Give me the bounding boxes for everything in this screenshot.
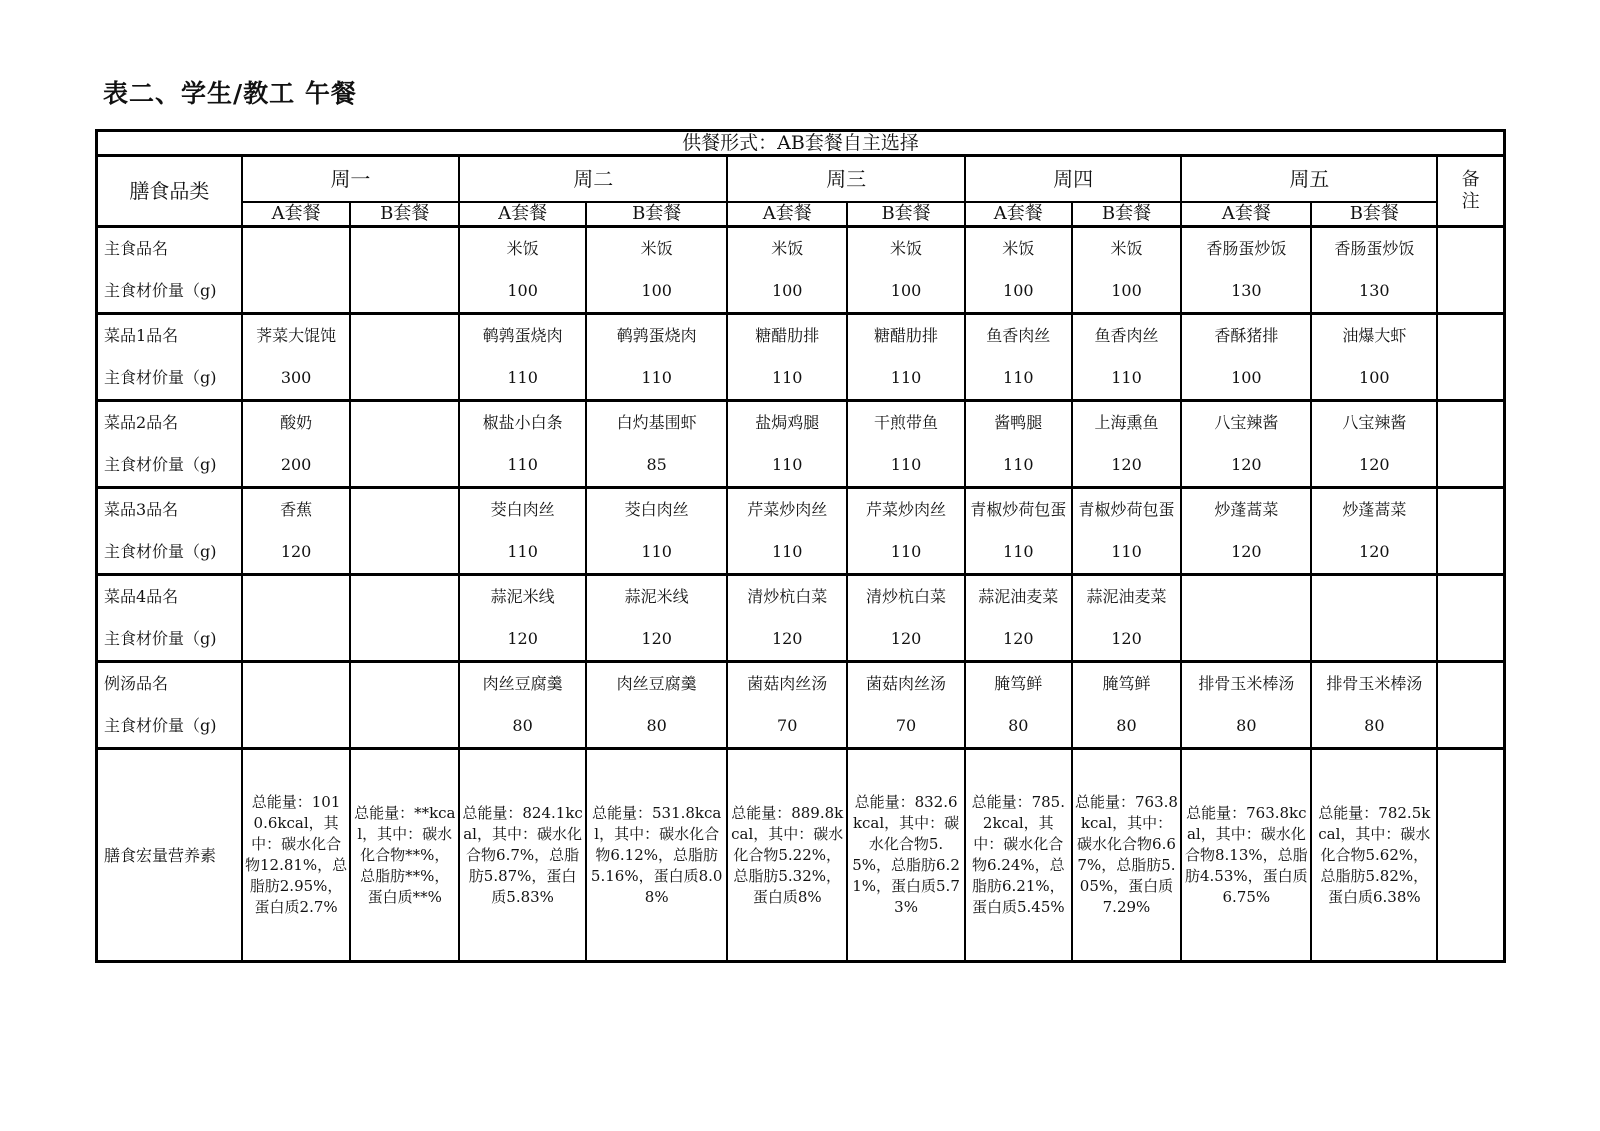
dish-quantity: 100 [507, 281, 538, 300]
dish-name: 清炒杭白菜 [866, 587, 947, 606]
dish-cell [1181, 662, 1311, 749]
category-header: 膳食品类 [97, 156, 242, 227]
dish-cell [350, 662, 459, 749]
dish-quantity: 110 [771, 368, 803, 387]
dish-name [243, 663, 350, 705]
dish-cell [350, 488, 459, 575]
nutrition-text: 总能量：763.8kcal，其中：碳水化合物6.67%，总脂肪5.05%，蛋白质7.29% [1075, 793, 1178, 916]
dish-cell [1072, 488, 1182, 575]
dish-name: 鹌鹑蛋烧肉 [616, 326, 697, 345]
dish-quantity: 110 [890, 368, 922, 387]
row-label-cell [97, 227, 242, 314]
row-label-cell [97, 575, 242, 662]
dish-cell [1181, 488, 1311, 575]
dish-name: 清炒杭白菜 [747, 587, 828, 606]
dish-cell [459, 401, 586, 488]
dish-name: 炒蓬蒿菜 [1214, 500, 1279, 519]
dish-quantity: 120 [641, 629, 672, 648]
dish-name [351, 228, 458, 270]
dish-name-label: 菜品1品名 [104, 326, 179, 345]
dish-cell [459, 488, 586, 575]
dish-name: 茭白肉丝 [624, 500, 689, 519]
nutrition-text: 总能量：782.5kcal，其中：碳水化合物5.62%，总脂肪5.82%，蛋白质6.38% [1318, 803, 1431, 906]
dish-cell [586, 314, 727, 401]
nutrition-cell [350, 749, 459, 962]
day-header: 周三 [727, 156, 965, 203]
dish-quantity: 110 [641, 368, 672, 387]
dish-cell [242, 488, 351, 575]
dish-cell [459, 575, 586, 662]
dish-name: 米饭 [890, 239, 923, 258]
dish-name: 腌笃鲜 [1102, 674, 1151, 693]
remark-header: 备 注 [1437, 156, 1504, 227]
dish-quantity: 110 [1003, 542, 1034, 561]
dish-cell [350, 227, 459, 314]
dish-quantity: 80 [646, 716, 667, 735]
package-header: B套餐 [847, 202, 965, 227]
remark-cell [1437, 314, 1504, 401]
package-header: B套餐 [586, 202, 727, 227]
dish-cell [242, 662, 351, 749]
dish-quantity: 100 [890, 281, 922, 300]
nutrition-cell [1072, 749, 1182, 962]
dish-name: 米饭 [506, 239, 539, 258]
dish-cell [1311, 488, 1437, 575]
dish-name: 米饭 [1002, 239, 1035, 258]
dish-quantity: 120 [1231, 455, 1262, 474]
nutrition-cell [965, 749, 1072, 962]
dish-group-row [97, 662, 1505, 749]
dish-name: 鱼香肉丝 [1094, 326, 1159, 345]
dish-cell [350, 314, 459, 401]
remark-cell [1437, 401, 1504, 488]
package-header: A套餐 [965, 202, 1072, 227]
dish-name: 蒜泥油麦菜 [978, 587, 1059, 606]
nutrition-text: 总能量：785.2kcal，其中：碳水化合物6.24%，总脂肪6.21%，蛋白质5.45% [971, 793, 1065, 916]
dish-name-label: 例汤品名 [104, 674, 169, 693]
dish-name: 干煎带鱼 [874, 413, 939, 432]
package-header: B套餐 [350, 202, 459, 227]
dish-quantity: 100 [1359, 368, 1390, 387]
remark-cell [1437, 227, 1504, 314]
dish-cell [1311, 662, 1437, 749]
dish-quantity: 110 [1111, 542, 1142, 561]
dish-quantity: 120 [890, 629, 922, 648]
dish-quantity: 120 [1231, 542, 1262, 561]
nutrition-text: 总能量：832.6kcal，其中：碳水化合物5.5%，总脂肪6.21%，蛋白质5.73% [852, 793, 960, 916]
nutrition-label: 膳食宏量营养素 [97, 749, 242, 962]
dish-cell [350, 575, 459, 662]
dish-cell [847, 401, 965, 488]
dish-quantity [243, 618, 350, 660]
dish-cell [242, 227, 351, 314]
dish-quantity: 110 [771, 455, 803, 474]
dish-cell [586, 662, 727, 749]
dish-group-row [97, 314, 1505, 401]
package-header: A套餐 [242, 202, 351, 227]
remark-cell [1437, 575, 1504, 662]
dish-cell [727, 314, 847, 401]
dish-quantity: 70 [895, 716, 917, 735]
nutrition-text: 总能量：**kcal，其中：碳水化合物**%，总脂肪**%，蛋白质**% [354, 803, 456, 906]
dish-quantity: 130 [1359, 281, 1390, 300]
dish-quantity: 100 [1231, 368, 1262, 387]
dish-name: 油爆大虾 [1342, 326, 1407, 345]
dish-name [1182, 576, 1310, 618]
dish-qty-label: 主食材价量（g) [104, 629, 217, 648]
row-label-cell [97, 488, 242, 575]
dish-name [351, 663, 458, 705]
nutrition-text: 总能量：824.1kcal，其中：碳水化合物6.7%，总脂肪5.87%，蛋白质5.83% [462, 803, 583, 906]
dish-quantity: 120 [1111, 455, 1142, 474]
dish-quantity [351, 705, 458, 747]
nutrition-cell [459, 749, 586, 962]
dish-name-label: 菜品2品名 [104, 413, 179, 432]
row-label-cell [97, 314, 242, 401]
dish-cell [965, 401, 1072, 488]
dish-quantity: 110 [1111, 368, 1142, 387]
dish-name: 肉丝豆腐羹 [482, 674, 563, 693]
dish-qty-label: 主食材价量（g) [104, 368, 217, 387]
dish-cell [965, 488, 1072, 575]
package-header: A套餐 [459, 202, 586, 227]
dish-name: 白灼基围虾 [616, 413, 697, 432]
nutrition-cell [847, 749, 965, 962]
dish-group-row [97, 575, 1505, 662]
dish-quantity: 110 [641, 542, 672, 561]
dish-name: 肉丝豆腐羹 [616, 674, 697, 693]
dish-name: 鱼香肉丝 [986, 326, 1051, 345]
dish-cell [727, 575, 847, 662]
dish-group-row [97, 401, 1505, 488]
dish-quantity: 110 [507, 455, 538, 474]
dish-quantity: 110 [890, 455, 922, 474]
dish-name: 腌笃鲜 [994, 674, 1043, 693]
nutrition-cell [242, 749, 351, 962]
dish-quantity: 120 [771, 629, 803, 648]
dish-name: 酱鸭腿 [994, 413, 1043, 432]
dish-quantity: 80 [1008, 716, 1029, 735]
dish-name: 香肠蛋炒饭 [1334, 239, 1415, 258]
dish-cell [847, 575, 965, 662]
dish-cell [459, 227, 586, 314]
dish-cell [727, 401, 847, 488]
dish-qty-label: 主食材价量（g) [104, 716, 217, 735]
dish-cell [727, 488, 847, 575]
dish-cell [1072, 314, 1182, 401]
dish-cell [459, 314, 586, 401]
nutrition-text: 总能量：531.8kcal，其中：碳水化合物6.12%，总脂肪5.16%，蛋白质8.08% [590, 803, 723, 906]
dish-quantity: 120 [1359, 542, 1390, 561]
dish-quantity [243, 270, 350, 312]
row-label-cell [97, 662, 242, 749]
dish-cell [1311, 227, 1437, 314]
dish-name: 米饭 [640, 239, 673, 258]
dish-name: 菌菇肉丝汤 [747, 674, 828, 693]
dish-quantity: 120 [1003, 629, 1034, 648]
dish-quantity [351, 618, 458, 660]
dish-name: 椒盐小白条 [482, 413, 563, 432]
dish-quantity [351, 531, 458, 573]
dish-quantity: 110 [890, 542, 922, 561]
dish-name: 香蕉 [280, 500, 313, 519]
nutrition-text: 总能量：1010.6kcal，其中：碳水化合物12.81%，总脂肪2.95%，蛋白质2.7% [244, 793, 348, 916]
dish-name: 八宝辣酱 [1342, 413, 1407, 432]
dish-cell [586, 575, 727, 662]
nutrition-cell [1311, 749, 1437, 962]
dish-quantity: 80 [1364, 716, 1385, 735]
dish-quantity: 110 [771, 542, 803, 561]
dish-name: 青椒炒荷包蛋 [970, 500, 1067, 519]
supply-mode: 供餐形式：AB套餐自主选择 [97, 131, 1505, 156]
dish-group-row [97, 227, 1505, 314]
dish-cell [965, 314, 1072, 401]
dish-name [1312, 576, 1436, 618]
dish-cell [1311, 401, 1437, 488]
dish-name [243, 576, 350, 618]
dish-cell [965, 227, 1072, 314]
dish-name [351, 315, 458, 357]
dish-quantity [351, 444, 458, 486]
dish-name: 鹌鹑蛋烧肉 [482, 326, 563, 345]
dish-name: 米饭 [771, 239, 804, 258]
dish-cell [1072, 662, 1182, 749]
dish-cell [1072, 227, 1182, 314]
dish-name: 青椒炒荷包蛋 [1078, 500, 1175, 519]
dish-quantity [351, 270, 458, 312]
dish-name: 排骨玉米棒汤 [1326, 674, 1423, 693]
dish-quantity: 85 [646, 455, 667, 474]
dish-cell [586, 401, 727, 488]
dish-cell [847, 227, 965, 314]
dish-cell [1181, 314, 1311, 401]
dish-name: 蒜泥米线 [490, 587, 555, 606]
nutrition-cell [586, 749, 727, 962]
day-header: 周二 [459, 156, 727, 203]
dish-name: 茭白肉丝 [490, 500, 555, 519]
dish-cell [847, 314, 965, 401]
remark-cell [1437, 488, 1504, 575]
dish-quantity: 110 [507, 542, 538, 561]
dish-name [351, 576, 458, 618]
dish-quantity: 110 [507, 368, 538, 387]
dish-cell [350, 401, 459, 488]
dish-name: 米饭 [1110, 239, 1143, 258]
dish-quantity: 100 [1111, 281, 1142, 300]
dish-cell [1181, 401, 1311, 488]
dish-name: 上海熏鱼 [1094, 413, 1159, 432]
dish-quantity [351, 357, 458, 399]
day-header: 周五 [1181, 156, 1437, 203]
package-header: B套餐 [1311, 202, 1437, 227]
nutrition-text: 总能量：763.8kcal，其中：碳水化合物8.13%，总脂肪4.53%，蛋白质6.75% [1185, 803, 1308, 906]
dish-cell [727, 662, 847, 749]
package-header: A套餐 [1181, 202, 1311, 227]
day-header: 周四 [965, 156, 1181, 203]
dish-name: 糖醋肋排 [874, 326, 939, 345]
dish-cell [242, 401, 351, 488]
dish-quantity: 80 [1116, 716, 1137, 735]
dish-name [351, 489, 458, 531]
dish-quantity: 130 [1231, 281, 1262, 300]
dish-cell [1072, 575, 1182, 662]
dish-quantity: 120 [1111, 629, 1142, 648]
dish-quantity: 80 [512, 716, 533, 735]
dish-cell [242, 575, 351, 662]
dish-quantity: 100 [641, 281, 672, 300]
dish-quantity: 120 [280, 542, 312, 561]
dish-name: 蒜泥米线 [624, 587, 689, 606]
dish-qty-label: 主食材价量（g) [104, 542, 217, 561]
dish-name: 排骨玉米棒汤 [1198, 674, 1295, 693]
nutrition-cell [727, 749, 847, 962]
dish-name: 盐焗鸡腿 [755, 413, 820, 432]
nutrition-cell [1181, 749, 1311, 962]
dish-name: 八宝辣酱 [1214, 413, 1279, 432]
dish-name-label: 主食品名 [104, 239, 169, 258]
dish-name: 荠菜大馄饨 [256, 326, 337, 345]
dish-quantity [1312, 618, 1436, 660]
dish-name: 芹菜炒肉丝 [866, 500, 947, 519]
dish-cell [965, 575, 1072, 662]
remark-cell [1437, 749, 1504, 962]
dish-quantity: 300 [280, 368, 312, 387]
dish-name [243, 228, 350, 270]
dish-cell [586, 227, 727, 314]
dish-quantity [243, 705, 350, 747]
dish-name: 芹菜炒肉丝 [747, 500, 828, 519]
dish-quantity [1182, 618, 1310, 660]
dish-name: 糖醋肋排 [755, 326, 820, 345]
day-header: 周一 [242, 156, 459, 203]
dish-name: 菌菇肉丝汤 [866, 674, 947, 693]
dish-quantity: 120 [1359, 455, 1390, 474]
remark-cell [1437, 662, 1504, 749]
dish-name-label: 菜品3品名 [104, 500, 179, 519]
page-title: 表二、学生/教工 午餐 [103, 79, 357, 108]
dish-cell [847, 488, 965, 575]
dish-cell [727, 227, 847, 314]
lunch-menu-table [95, 129, 1506, 963]
package-header: B套餐 [1072, 202, 1182, 227]
dish-cell [1181, 227, 1311, 314]
dish-cell [1311, 575, 1437, 662]
dish-group-row [97, 488, 1505, 575]
dish-quantity: 110 [1003, 455, 1034, 474]
dish-cell [1181, 575, 1311, 662]
dish-qty-label: 主食材价量（g) [104, 455, 217, 474]
dish-qty-label: 主食材价量（g) [104, 281, 217, 300]
dish-quantity: 120 [507, 629, 538, 648]
dish-name: 蒜泥油麦菜 [1086, 587, 1167, 606]
dish-quantity: 80 [1236, 716, 1257, 735]
row-label-cell [97, 401, 242, 488]
dish-quantity: 200 [280, 455, 312, 474]
dish-cell [459, 662, 586, 749]
dish-name: 炒蓬蒿菜 [1342, 500, 1407, 519]
dish-name: 香肠蛋炒饭 [1206, 239, 1287, 258]
nutrition-text: 总能量：889.8kcal，其中：碳水化合物5.22%，总脂肪5.32%，蛋白质8% [731, 803, 844, 906]
nutrition-row [97, 749, 1505, 962]
dish-quantity: 70 [777, 716, 798, 735]
dish-name [351, 402, 458, 444]
dish-quantity: 100 [1003, 281, 1034, 300]
dish-name: 香酥猪排 [1214, 326, 1279, 345]
dish-name: 酸奶 [280, 413, 313, 432]
dish-cell [965, 662, 1072, 749]
dish-cell [242, 314, 351, 401]
dish-cell [586, 488, 727, 575]
dish-quantity: 110 [1003, 368, 1034, 387]
dish-name-label: 菜品4品名 [104, 587, 179, 606]
dish-quantity: 100 [771, 281, 803, 300]
dish-cell [1311, 314, 1437, 401]
dish-cell [847, 662, 965, 749]
dish-cell [1072, 401, 1182, 488]
package-header: A套餐 [727, 202, 847, 227]
